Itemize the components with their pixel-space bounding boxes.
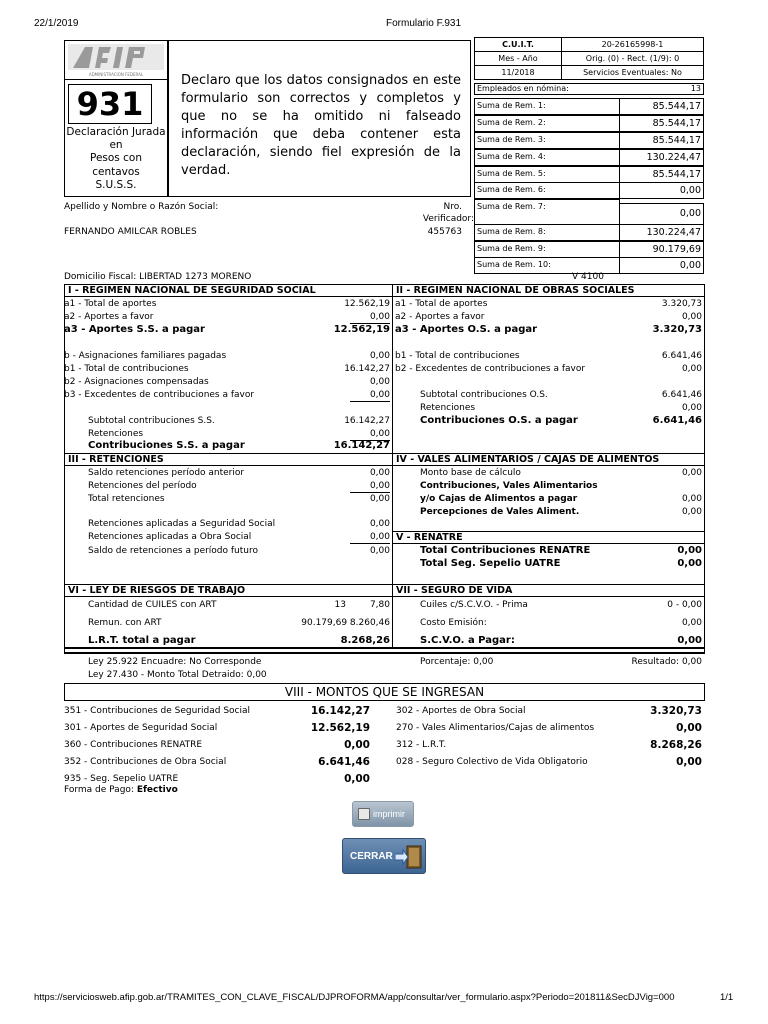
section-2-title: II - REGIMEN NACIONAL DE OBRAS SOCIALES [392, 284, 705, 297]
s8-item-label: 360 - Contribuciones RENATRE [64, 740, 203, 750]
s1-b3: b3 - Excedentes de contribuciones a favor 0,00 [64, 390, 390, 400]
s2-a3: a3 - Aportes O.S. a pagar 3.320,73 [395, 324, 702, 335]
printer-icon [358, 808, 370, 820]
s1-contribuciones: Contribuciones S.S. a pagar 16.142,27 [88, 440, 390, 451]
s6-r2: Remun. con ART 90.179,69 8.260,46 [88, 618, 390, 628]
rem-label: Suma de Rem. 7: [474, 199, 620, 225]
rem-value: 0,00 [619, 182, 704, 199]
s8-item-label: 312 - L.R.T. [396, 740, 447, 750]
rem-label: Suma de Rem. 3: [474, 132, 620, 149]
s3-r4: Retenciones aplicadas a Seguridad Social 0,00 [88, 519, 390, 529]
s8-item-label: 351 - Contribuciones de Seguridad Social [64, 706, 250, 716]
section-1-title: I - REGIMEN NACIONAL DE SEGURIDAD SOCIAL [64, 284, 393, 297]
rem-label: Suma de Rem. 4: [474, 149, 620, 166]
s2-b1: b1 - Total de contribuciones 6.641,46 [395, 351, 702, 361]
s8-item-label: 270 - Vales Alimentarios/Cajas de alimentos [396, 723, 595, 733]
s8-item-value: 3.320,73 [650, 705, 702, 717]
s8-left-item [64, 720, 370, 736]
ley-27430: Ley 27.430 - Monto Total Detraido: 0,00 [88, 670, 267, 680]
s8-left-item [64, 703, 370, 719]
s2-subtotal: Subtotal contribuciones O.S. 6.641,46 [420, 390, 702, 400]
s8-item-value: 0,00 [676, 756, 702, 768]
s8-right-item [396, 754, 702, 770]
rem-value: 85.544,17 [619, 98, 704, 115]
s8-item-label: 302 - Aportes de Obra Social [396, 706, 526, 716]
rem-value: 0,00 [619, 257, 704, 274]
verif-label1: Nro. [443, 202, 462, 212]
s2-b2: b2 - Excedentes de contribuciones a favor 0,00 [395, 364, 702, 374]
s7-r1: Cuiles c/S.C.V.O. - Prima 0 - 0,00 [420, 600, 702, 610]
rem-label: Suma de Rem. 1: [474, 98, 620, 115]
s3-r3: Total retenciones 0,00 [88, 494, 390, 504]
close-button[interactable] [342, 838, 426, 874]
s1-a3: a3 - Aportes S.S. a pagar 12.562,19 [64, 324, 390, 335]
s8-item-value: 0,00 [676, 722, 702, 734]
version: V 4100 [572, 272, 604, 282]
print-date: 22/1/2019 [34, 18, 79, 29]
rem-label: Suma de Rem. 9: [474, 241, 620, 258]
s8-item-value: 0,00 [344, 773, 370, 785]
form-number: 931 [68, 84, 152, 124]
s1-retenciones: Retenciones 0,00 [88, 429, 390, 439]
footer-page: 1/1 [720, 992, 734, 1003]
s1-subtotal: Subtotal contribuciones S.S. 16.142,27 [88, 416, 390, 426]
servicios-eventuales: Servicios Eventuales: No [561, 65, 704, 80]
porcentaje: Porcentaje: 0,00 [420, 657, 494, 667]
verif-value: 455763 [427, 227, 462, 237]
ley-25922: Ley 25.922 Encuadre: No Corresponde [88, 657, 262, 667]
rem-label: Suma de Rem. 10: [474, 257, 620, 274]
empleados-label: Empleados en nómina: [477, 84, 569, 93]
s4-r2: Contribuciones, Vales Alimentarios [420, 481, 598, 491]
cuit-value: 20-26165998-1 [561, 37, 704, 52]
s1-a1: a1 - Total de aportes 12.562,19 [64, 299, 390, 309]
rem-label: Suma de Rem. 6: [474, 182, 620, 199]
forma-pago-value: Efectivo [136, 785, 178, 795]
section-7-title: VII - SEGURO DE VIDA [392, 584, 705, 597]
print-button-label: imprimir [373, 809, 405, 819]
rem-label: Suma de Rem. 5: [474, 166, 620, 183]
s6-r1: Cantidad de CUILES con ART 13 7,80 [88, 600, 390, 610]
orig-rect: Orig. (0) - Rect. (1/9): 0 [561, 51, 704, 66]
mes-label: Mes - Año [474, 51, 562, 66]
forma-pago-label: Forma de Pago: [64, 785, 134, 795]
form-type-line: en [109, 139, 123, 152]
s7-r3: S.C.V.O. a Pagar: 0,00 [420, 635, 702, 646]
rem-label: Suma de Rem. 8: [474, 224, 620, 241]
declaration-text: Declaro que los datos consignados en este formulario son correctos y completos y que no se ha omitido ni falseado información que deba contener esta declaración, siendo fiel expresión de la verdad. [181, 73, 461, 178]
rem-value: 90.179,69 [619, 241, 704, 258]
s8-right-item [396, 737, 702, 753]
s2-a1: a1 - Total de aportes 3.320,73 [395, 299, 702, 309]
s8-item-label: 028 - Seguro Colectivo de Vida Obligatorio [396, 757, 588, 767]
exit-door-icon [395, 844, 423, 870]
declaration-box [168, 40, 471, 197]
s3-r1: Saldo retenciones período anterior 0,00 [88, 468, 390, 478]
rem-label: Suma de Rem. 2: [474, 115, 620, 132]
contribuyente-name: FERNANDO AMILCAR ROBLES [64, 227, 197, 237]
s3-r5: Retenciones aplicadas a Obra Social 0,00 [88, 532, 390, 542]
s2-contribuciones: Contribuciones O.S. a pagar 6.641,46 [420, 415, 702, 426]
empleados-row [474, 83, 704, 95]
form-type-line: Pesos con [90, 152, 142, 165]
rem-value: 85.544,17 [619, 166, 704, 183]
s8-right-item [396, 720, 702, 736]
s3-r6: Saldo de retenciones a período futuro 0,00 [88, 546, 390, 556]
print-button[interactable] [352, 801, 414, 827]
s1-b2: b2 - Asignaciones compensadas 0,00 [64, 377, 390, 387]
s4-r4: Percepciones de Vales Aliment. 0,00 [420, 507, 702, 517]
s7-r2: Costo Emisión: 0,00 [420, 618, 702, 628]
s1-b: b - Asignaciones familiares pagadas 0,00 [64, 351, 390, 361]
s8-right-item [396, 703, 702, 719]
s8-item-value: 8.268,26 [650, 739, 702, 751]
resultado: Resultado: 0,00 [631, 657, 702, 667]
thick-divider [64, 647, 705, 654]
s8-item-label: 352 - Contribuciones de Obra Social [64, 757, 227, 767]
rem-value: 85.544,17 [619, 115, 704, 132]
rem-value: 130.224,47 [619, 149, 704, 166]
s8-item-value: 16.142,27 [310, 705, 370, 717]
s2-retenciones: Retenciones 0,00 [420, 403, 702, 413]
period: 11/2018 [474, 65, 562, 80]
s8-item-value: 6.641,46 [318, 756, 370, 768]
forma-pago [64, 785, 178, 795]
form-type-line: Declaración Jurada [66, 126, 166, 138]
s5-r2: Total Seg. Sepelio UATRE 0,00 [420, 558, 702, 569]
left-frame [64, 40, 168, 197]
print-title: Formulario F.931 [386, 18, 462, 29]
section-8-title: VIII - MONTOS QUE SE INGRESAN [64, 683, 705, 701]
rem-value: 0,00 [619, 203, 704, 225]
s5-r1: Total Contribuciones RENATRE 0,00 [420, 545, 702, 556]
form-type-line: S.U.S.S. [95, 178, 137, 191]
s8-left-item [64, 754, 370, 770]
domicilio: Domicilio Fiscal: LIBERTAD 1273 MORENO [64, 272, 252, 282]
s1-b1: b1 - Total de contribuciones 16.142,27 [64, 364, 390, 374]
s1-a2: a2 - Aportes a favor 0,00 [64, 312, 390, 322]
section-5-title: V - RENATRE [392, 531, 705, 544]
section-3-title: III - RETENCIONES [64, 453, 393, 466]
s8-item-label: 935 - Seg. Sepelio UATRE [64, 774, 179, 784]
form-type-line: centavos [92, 165, 140, 178]
footer-url: https://serviciosweb.afip.gob.ar/TRAMITES_CON_CLAVE_FISCAL/DJPROFORMA/app/consultar/ver_formulario.aspx?Periodo=201811&SecDJVig=000 [34, 992, 675, 1003]
empleados-value: 13 [690, 84, 701, 93]
close-button-label: CERRAR [350, 851, 393, 862]
cuit-label: C.U.I.T. [474, 37, 562, 52]
s8-item-value: 0,00 [344, 739, 370, 751]
s2-a2: a2 - Aportes a favor 0,00 [395, 312, 702, 322]
rem-value: 85.544,17 [619, 132, 704, 149]
s8-item-label: 301 - Aportes de Seguridad Social [64, 723, 218, 733]
s4-r1: Monto base de cálculo 0,00 [420, 468, 702, 478]
name-label: Apellido y Nombre o Razón Social: [64, 202, 219, 212]
s6-r3: L.R.T. total a pagar 8.268,26 [88, 635, 390, 646]
s3-r2: Retenciones del período 0,00 [88, 481, 390, 491]
section-6-title: VI - LEY DE RIESGOS DE TRABAJO [64, 584, 393, 597]
rem-value: 130.224,47 [619, 224, 704, 241]
logo-subtitle: ADMINISTRACION FEDERAL [88, 72, 144, 77]
s4-r3: y/o Cajas de Alimentos a pagar 0,00 [420, 494, 702, 504]
s8-item-value: 12.562,19 [310, 722, 370, 734]
s8-left-item [64, 737, 370, 753]
verif-label2: Verificador: [422, 214, 474, 224]
section-4-title: IV - VALES ALIMENTARIOS / CAJAS DE ALIMENTOS [392, 453, 705, 466]
